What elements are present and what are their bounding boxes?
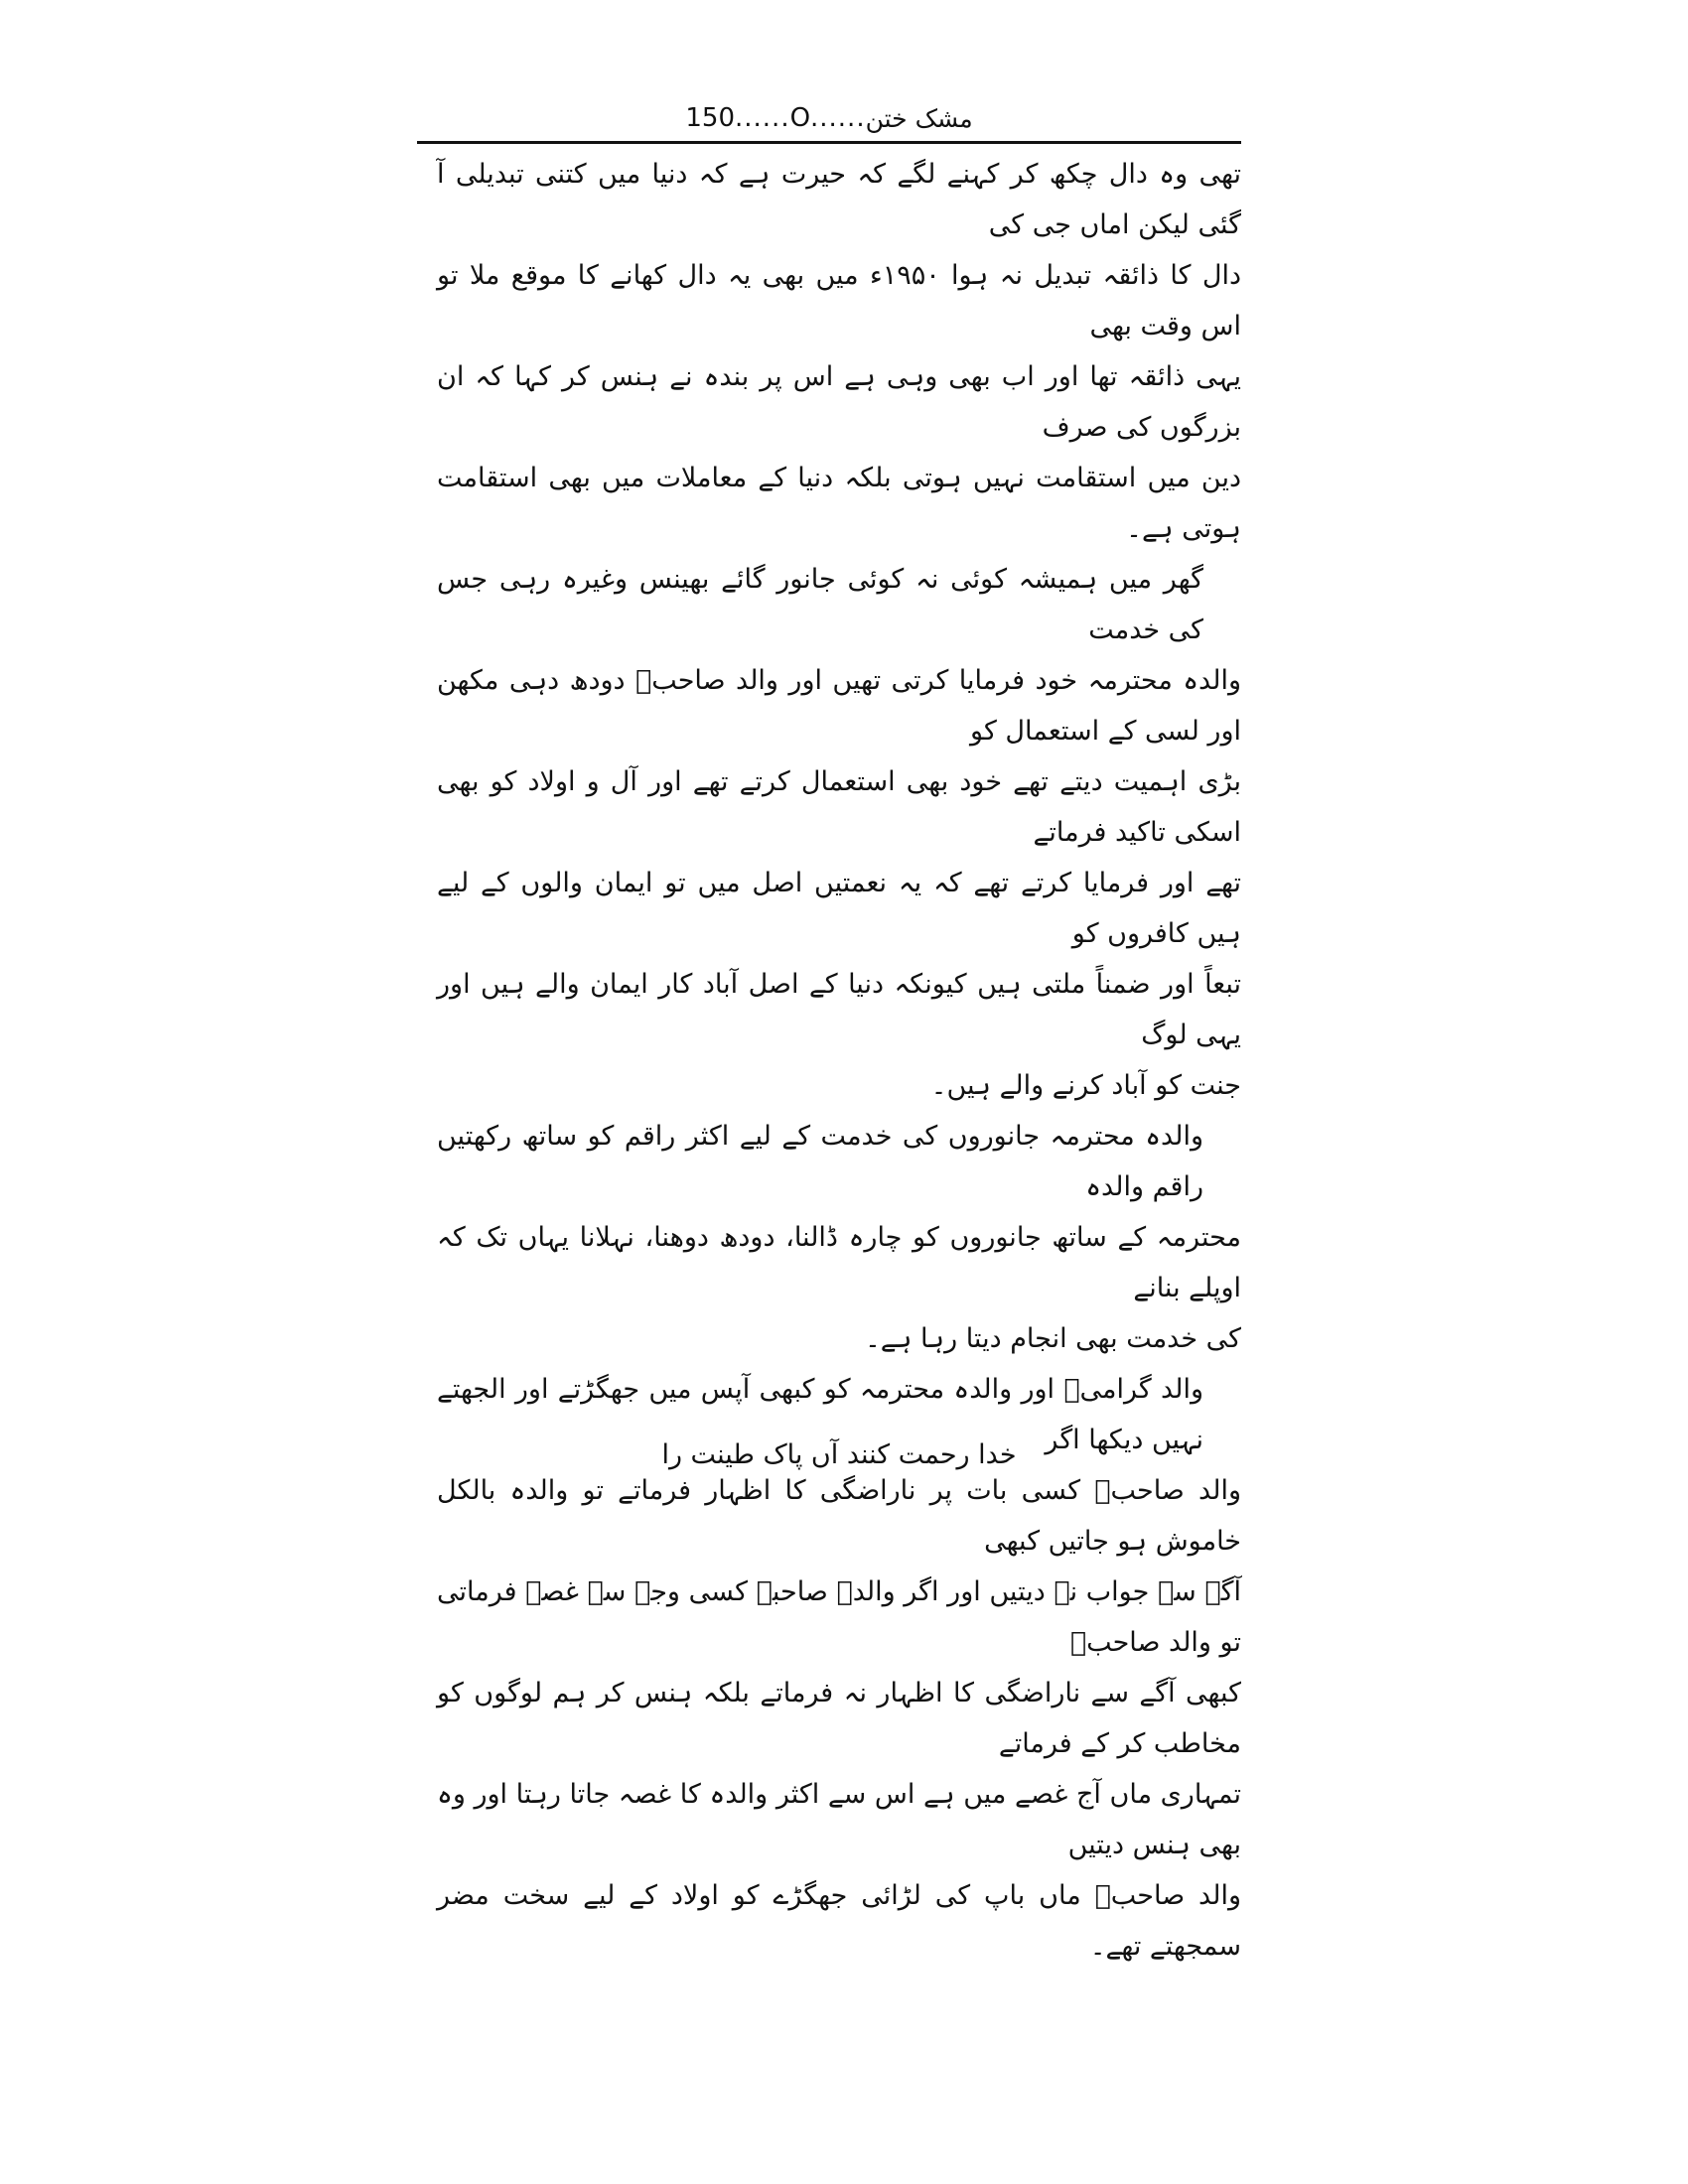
text-line: والد گرامیؒ اور والدہ محترمہ کو کبھی آپس میں جھگڑتے اور الجھتے نہیں دیکھا اگر: [437, 1374, 1203, 1455]
text-line: تھے اور فرمایا کرتے تھے کہ یہ نعمتیں اصل میں تو ایمان والوں کے لیے ہیں کافروں کو: [437, 868, 1241, 949]
text-line: والد صاحبؒ کسی بات پر ناراضگی کا اظہار فرماتے تو والدہ بالکل خاموش ہو جاتیں کبھی: [437, 1475, 1241, 1557]
text-line: والدہ محترمہ خود فرمایا کرتی تھیں اور والد صاحبؒ دودھ دہی مکھن اور لسی کے استعمال کو: [437, 665, 1241, 747]
text-line: محترمہ کے ساتھ جانوروں کو چارہ ڈالنا، دودھ دوھنا، نہلانا یہاں تک کہ اوپلے بنانے: [437, 1222, 1241, 1303]
text-line: دین میں استقامت نہیں ہوتی بلکہ دنیا کے معاملات میں بھی استقامت ہوتی ہے۔: [437, 463, 1241, 544]
closing-verse: خدا رحمت کنند آں پاک طینت را: [661, 1439, 1017, 1470]
text-line: جنت کو آباد کرنے والے ہیں۔: [930, 1070, 1241, 1101]
text-line: یہی ذائقہ تھا اور اب بھی وہی ہے اس پر بندہ نے ہنس کر کہا کہ ان بزرگوں کی صرف: [437, 361, 1241, 443]
page-number: 150: [685, 103, 735, 133]
text-line: والدہ محترمہ جانوروں کی خدمت کے لیے اکثر راقم کو ساتھ رکھتیں راقم والدہ: [437, 1121, 1203, 1202]
text-line: تھی وہ دال چکھ کر کہنے لگے کہ حیرت ہے کہ دنیا میں کتنی تبدیلی آ گئی لیکن اماں جی کی: [437, 159, 1241, 240]
paragraph: [437, 1111, 1241, 1364]
paragraph: [437, 554, 1241, 1111]
text-line: دال کا ذائقہ تبدیل نہ ہوا ۱۹۵۰ء میں بھی یہ دال کھانے کا موقع ملا تو اس وقت بھی: [437, 260, 1241, 341]
body-text: [437, 149, 1241, 1972]
text-line: کی خدمت بھی انجام دیتا رہا ہے۔: [864, 1323, 1241, 1354]
text-line: کبھی آگے سے ناراضگی کا اظہار نہ فرماتے بلکہ ہنس کر ہم لوگوں کو مخاطب کر کے فرماتے: [437, 1678, 1241, 1759]
text-line: گھر میں ہمیشہ کوئی نہ کوئی جانور گائے بھینس وغیرہ رہی جس کی خدمت: [437, 564, 1203, 645]
text-line: تمہاری ماں آج غصے میں ہے اس سے اکثر والدہ کا غصہ جاتا رہتا اور وہ بھی ہنس دیتیں: [437, 1779, 1241, 1860]
text-line: والد صاحبؒ ماں باپ کی لڑائی جھگڑے کو اولاد کے لیے سخت مضر سمجھتے تھے۔: [437, 1880, 1241, 1962]
book-title: مشک ختن: [865, 103, 973, 133]
text-line: بڑی اہمیت دیتے تھے خود بھی استعمال کرتے تھے اور آل و اولاد کو بھی اسکی تاکید فرماتے: [437, 766, 1241, 848]
header-rule: [417, 141, 1241, 144]
text-line: تبعاً اور ضمناً ملتی ہیں کیونکہ دنیا کے اصل آباد کار ایمان والے ہیں اور یہی لوگ: [437, 969, 1241, 1050]
page-header: [417, 95, 1241, 141]
paragraph: [437, 149, 1241, 554]
header-separator: ......O......: [735, 103, 866, 133]
text-line: آگے سے جواب نہ دیتیں اور اگر والدہ صاحبہ کسی وجہ سے غصہ فرماتی تو والد صاحبؒ: [437, 1576, 1241, 1658]
